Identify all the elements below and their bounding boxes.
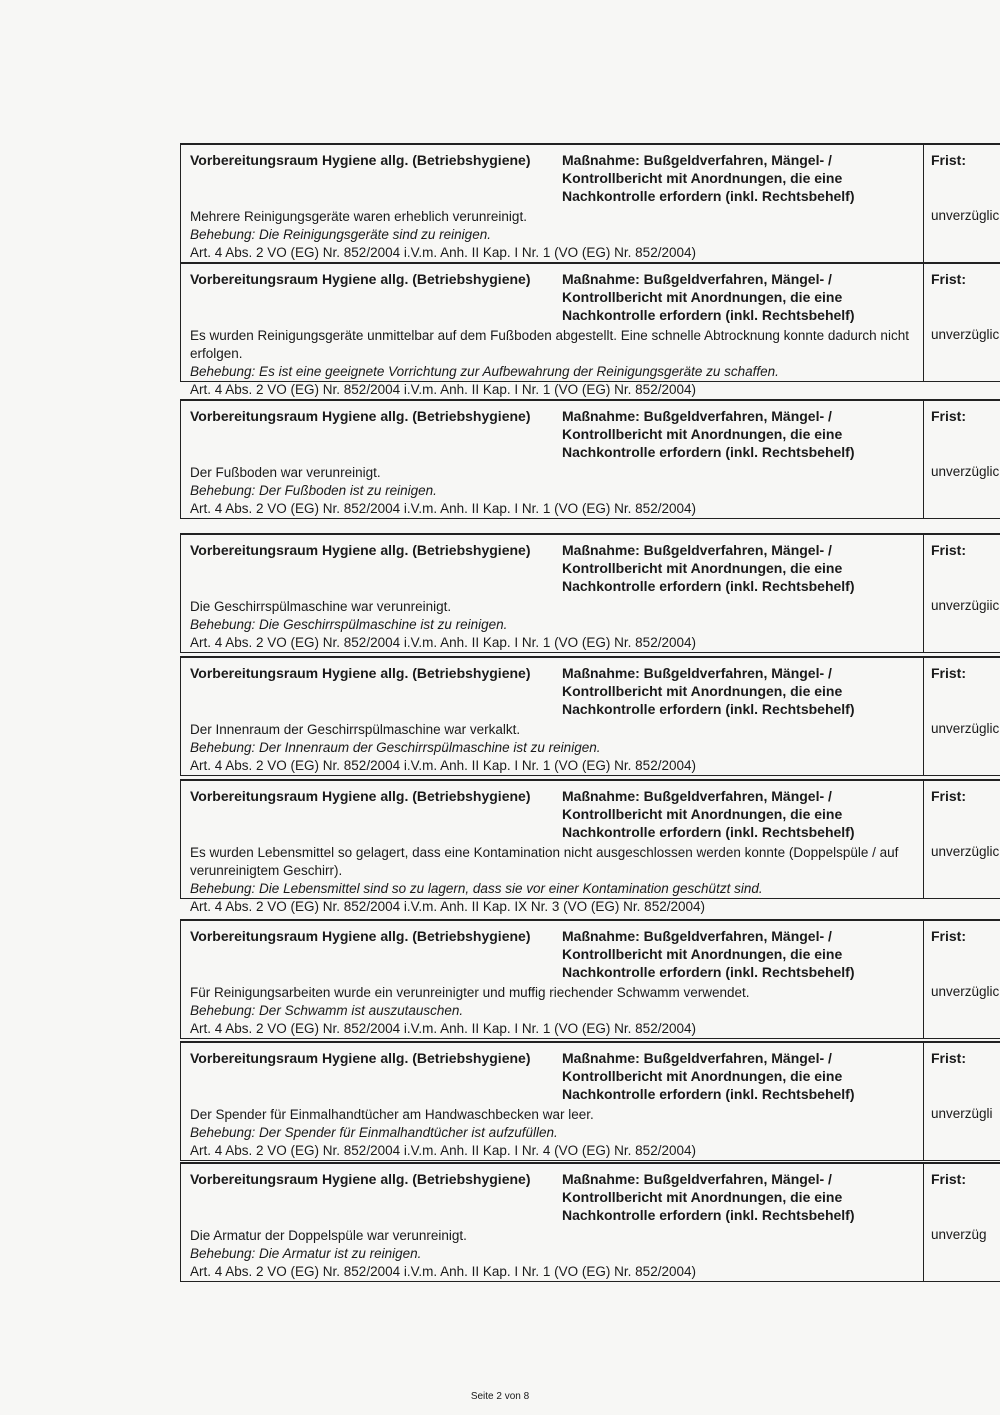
entry-frist-value: unverzügiic <box>931 598 1000 613</box>
entry-measure-line: Kontrollbericht mit Anordnungen, die eine <box>562 560 843 576</box>
entry-measure-line: Kontrollbericht mit Anordnungen, die eine <box>562 1068 843 1084</box>
entry-border-bottom <box>180 518 1000 519</box>
entry-category: Vorbereitungsraum Hygiene allg. (Betriebshygiene) <box>190 665 531 681</box>
entry-measure-line: Maßnahme: Bußgeldverfahren, Mängel- / <box>562 408 832 424</box>
entry-legal-reference: Art. 4 Abs. 2 VO (EG) Nr. 852/2004 i.V.m. Anh. II Kap. I Nr. 1 (VO (EG) Nr. 852/2004) <box>190 1264 696 1279</box>
entry-category: Vorbereitungsraum Hygiene allg. (Betriebshygiene) <box>190 928 531 944</box>
entry-measure-line: Kontrollbericht mit Anordnungen, die eine <box>562 170 843 186</box>
entry-body <box>190 327 910 399</box>
entry-frist-label: Frist: <box>931 1171 966 1187</box>
entry-category: Vorbereitungsraum Hygiene allg. (Betriebshygiene) <box>190 1050 531 1066</box>
entry-legal-reference: Art. 4 Abs. 2 VO (EG) Nr. 852/2004 i.V.m. Anh. II Kap. I Nr. 1 (VO (EG) Nr. 852/2004) <box>190 245 696 260</box>
entry-remedy: Behebung: Der Schwamm ist auszutauschen. <box>190 1003 464 1018</box>
entry-frist-divider <box>923 1043 924 1161</box>
entry-frist-label: Frist: <box>931 271 966 287</box>
entry-body <box>190 721 910 775</box>
entry-remedy: Behebung: Es ist eine geeignete Vorrichtung zur Aufbewahrung der Reinigungsgeräte zu schaffen. <box>190 364 779 379</box>
entry-category: Vorbereitungsraum Hygiene allg. (Betriebshygiene) <box>190 408 531 424</box>
finding-entry <box>180 262 1000 397</box>
entry-measure-line: Kontrollbericht mit Anordnungen, die eine <box>562 806 843 822</box>
entry-body <box>190 844 910 916</box>
entry-legal-reference: Art. 4 Abs. 2 VO (EG) Nr. 852/2004 i.V.m. Anh. II Kap. I Nr. 4 (VO (EG) Nr. 852/2004) <box>190 1143 696 1158</box>
finding-entry <box>180 656 1000 776</box>
entry-measure-line: Kontrollbericht mit Anordnungen, die eine <box>562 289 843 305</box>
entry-remedy: Behebung: Der Spender für Einmalhandtücher ist aufzufüllen. <box>190 1125 558 1140</box>
entry-measure-line: Maßnahme: Bußgeldverfahren, Mängel- / <box>562 665 832 681</box>
entry-frist-label: Frist: <box>931 928 966 944</box>
entry-legal-reference: Art. 4 Abs. 2 VO (EG) Nr. 852/2004 i.V.m. Anh. II Kap. IX Nr. 3 (VO (EG) Nr. 852/2004) <box>190 899 705 914</box>
entry-measure-line: Nachkontrolle erfordern (inkl. Rechtsbehelf) <box>562 307 855 323</box>
entry-frist-divider <box>923 401 924 519</box>
entry-measure-line: Kontrollbericht mit Anordnungen, die eine <box>562 1189 843 1205</box>
entry-border-left <box>180 535 181 653</box>
entry-measure <box>562 151 882 205</box>
entry-frist-divider <box>923 1164 924 1282</box>
entry-finding: Mehrere Reinigungsgeräte waren erheblich verunreinigt. <box>190 209 527 224</box>
entry-measure <box>562 664 882 718</box>
entry-border-bottom <box>180 1160 1000 1161</box>
entry-measure <box>562 787 882 841</box>
entry-legal-reference: Art. 4 Abs. 2 VO (EG) Nr. 852/2004 i.V.m. Anh. II Kap. I Nr. 1 (VO (EG) Nr. 852/2004) <box>190 382 696 397</box>
entry-finding: Der Spender für Einmalhandtücher am Handwaschbecken war leer. <box>190 1107 594 1122</box>
entry-frist-value: unverzüglic <box>931 984 1000 999</box>
entry-measure-line: Maßnahme: Bußgeldverfahren, Mängel- / <box>562 542 832 558</box>
entry-measure <box>562 1049 882 1103</box>
entry-remedy: Behebung: Die Lebensmittel sind so zu lagern, dass sie vor einer Kontamination geschützt sind. <box>190 881 763 896</box>
entry-frist-value: unverzügli <box>931 1106 993 1121</box>
entry-frist-divider <box>923 921 924 1039</box>
entry-measure-line: Nachkontrolle erfordern (inkl. Rechtsbehelf) <box>562 964 855 980</box>
entry-measure-line: Kontrollbericht mit Anordnungen, die eine <box>562 946 843 962</box>
entry-measure-line: Kontrollbericht mit Anordnungen, die eine <box>562 426 843 442</box>
entry-frist-value: unverzüglic <box>931 464 1000 479</box>
entry-frist-label: Frist: <box>931 1050 966 1066</box>
entry-measure-line: Nachkontrolle erfordern (inkl. Rechtsbehelf) <box>562 1086 855 1102</box>
entry-remedy: Behebung: Die Armatur ist zu reinigen. <box>190 1246 422 1261</box>
entry-border-left <box>180 145 181 263</box>
entry-measure-line: Maßnahme: Bußgeldverfahren, Mängel- / <box>562 788 832 804</box>
entry-measure-line: Maßnahme: Bußgeldverfahren, Mängel- / <box>562 1050 832 1066</box>
finding-entry <box>180 143 1000 263</box>
entry-frist-label: Frist: <box>931 152 966 168</box>
finding-entry <box>180 533 1000 653</box>
entry-measure <box>562 1170 882 1224</box>
entry-category: Vorbereitungsraum Hygiene allg. (Betriebshygiene) <box>190 1171 531 1187</box>
entry-measure-line: Nachkontrolle erfordern (inkl. Rechtsbehelf) <box>562 1207 855 1223</box>
finding-entry <box>180 779 1000 914</box>
entry-category: Vorbereitungsraum Hygiene allg. (Betriebshygiene) <box>190 542 531 558</box>
entry-measure-line: Maßnahme: Bußgeldverfahren, Mängel- / <box>562 271 832 287</box>
entry-border-bottom <box>180 1281 1000 1282</box>
entry-frist-value: unverzüg <box>931 1227 987 1242</box>
entry-remedy: Behebung: Die Reinigungsgeräte sind zu reinigen. <box>190 227 491 242</box>
entry-frist-value: unverzüglic <box>931 327 1000 342</box>
entry-body <box>190 984 910 1038</box>
entry-finding: Der Fußboden war verunreinigt. <box>190 465 381 480</box>
entry-frist-value: unverzüglic <box>931 844 1000 859</box>
entry-remedy: Behebung: Der Fußboden ist zu reinigen. <box>190 483 437 498</box>
entry-border-left <box>180 658 181 776</box>
entry-finding: Der Innenraum der Geschirrspülmaschine war verkalkt. <box>190 722 521 737</box>
entry-body <box>190 598 910 652</box>
entry-border-left <box>180 921 181 1039</box>
entry-body <box>190 1227 910 1281</box>
entry-border-bottom <box>180 652 1000 653</box>
entry-frist-divider <box>923 264 924 382</box>
finding-entry <box>180 1041 1000 1161</box>
entry-border-bottom <box>180 775 1000 776</box>
entry-measure-line: Nachkontrolle erfordern (inkl. Rechtsbehelf) <box>562 701 855 717</box>
entry-body <box>190 464 910 518</box>
entry-border-left <box>180 781 181 899</box>
entry-body <box>190 208 910 262</box>
page-number: Seite 2 von 8 <box>470 1391 530 1402</box>
entry-remedy: Behebung: Der Innenraum der Geschirrspülmaschine ist zu reinigen. <box>190 740 601 755</box>
entry-measure-line: Nachkontrolle erfordern (inkl. Rechtsbehelf) <box>562 188 855 204</box>
entry-finding: Für Reinigungsarbeiten wurde ein verunreinigter und muffig riechender Schwamm verwendet. <box>190 985 750 1000</box>
entry-frist-divider <box>923 145 924 263</box>
entry-frist-label: Frist: <box>931 542 966 558</box>
entry-measure-line: Nachkontrolle erfordern (inkl. Rechtsbehelf) <box>562 824 855 840</box>
finding-entry <box>180 399 1000 519</box>
entry-category: Vorbereitungsraum Hygiene allg. (Betriebshygiene) <box>190 152 531 168</box>
entry-frist-label: Frist: <box>931 788 966 804</box>
entry-measure-line: Nachkontrolle erfordern (inkl. Rechtsbehelf) <box>562 444 855 460</box>
entry-legal-reference: Art. 4 Abs. 2 VO (EG) Nr. 852/2004 i.V.m. Anh. II Kap. I Nr. 1 (VO (EG) Nr. 852/2004) <box>190 1021 696 1036</box>
entry-legal-reference: Art. 4 Abs. 2 VO (EG) Nr. 852/2004 i.V.m. Anh. II Kap. I Nr. 1 (VO (EG) Nr. 852/2004) <box>190 501 696 516</box>
entry-frist-label: Frist: <box>931 408 966 424</box>
entry-body <box>190 1106 910 1160</box>
entry-frist-divider <box>923 658 924 776</box>
entry-frist-value: unverzüglic <box>931 721 1000 736</box>
entry-finding: Es wurden Reinigungsgeräte unmittelbar auf dem Fußboden abgestellt. Eine schnelle Abtrocknung konnte dadurch nicht erfolgen. <box>190 328 909 361</box>
entry-measure-line: Maßnahme: Bußgeldverfahren, Mängel- / <box>562 152 832 168</box>
entry-measure-line: Kontrollbericht mit Anordnungen, die eine <box>562 683 843 699</box>
entry-frist-divider <box>923 781 924 899</box>
entry-border-left <box>180 1043 181 1161</box>
entry-border-bottom <box>180 1038 1000 1039</box>
entry-remedy: Behebung: Die Geschirrspülmaschine ist zu reinigen. <box>190 617 508 632</box>
entry-border-left <box>180 401 181 519</box>
finding-entry <box>180 919 1000 1039</box>
entry-finding: Die Geschirrspülmaschine war verunreinigt. <box>190 599 452 614</box>
entry-legal-reference: Art. 4 Abs. 2 VO (EG) Nr. 852/2004 i.V.m. Anh. II Kap. I Nr. 1 (VO (EG) Nr. 852/2004) <box>190 758 696 773</box>
entry-measure <box>562 270 882 324</box>
entry-measure-line: Maßnahme: Bußgeldverfahren, Mängel- / <box>562 1171 832 1187</box>
entry-measure-line: Maßnahme: Bußgeldverfahren, Mängel- / <box>562 928 832 944</box>
entry-frist-divider <box>923 535 924 653</box>
finding-entry <box>180 1162 1000 1282</box>
entry-category: Vorbereitungsraum Hygiene allg. (Betriebshygiene) <box>190 271 531 287</box>
entry-frist-label: Frist: <box>931 665 966 681</box>
entry-measure-line: Nachkontrolle erfordern (inkl. Rechtsbehelf) <box>562 578 855 594</box>
entry-border-left <box>180 1164 181 1282</box>
entry-measure <box>562 927 882 981</box>
entry-measure <box>562 407 882 461</box>
entry-frist-value: unverzüglic <box>931 208 1000 223</box>
entry-measure <box>562 541 882 595</box>
entry-category: Vorbereitungsraum Hygiene allg. (Betriebshygiene) <box>190 788 531 804</box>
entry-finding: Es wurden Lebensmittel so gelagert, dass eine Kontamination nicht ausgeschlossen werden konnte (Doppelspüle / auf verunreinigtem Geschirr). <box>190 845 899 878</box>
entry-legal-reference: Art. 4 Abs. 2 VO (EG) Nr. 852/2004 i.V.m. Anh. II Kap. I Nr. 1 (VO (EG) Nr. 852/2004) <box>190 635 696 650</box>
entry-finding: Die Armatur der Doppelspüle war verunreinigt. <box>190 1228 467 1243</box>
entry-border-left <box>180 264 181 382</box>
